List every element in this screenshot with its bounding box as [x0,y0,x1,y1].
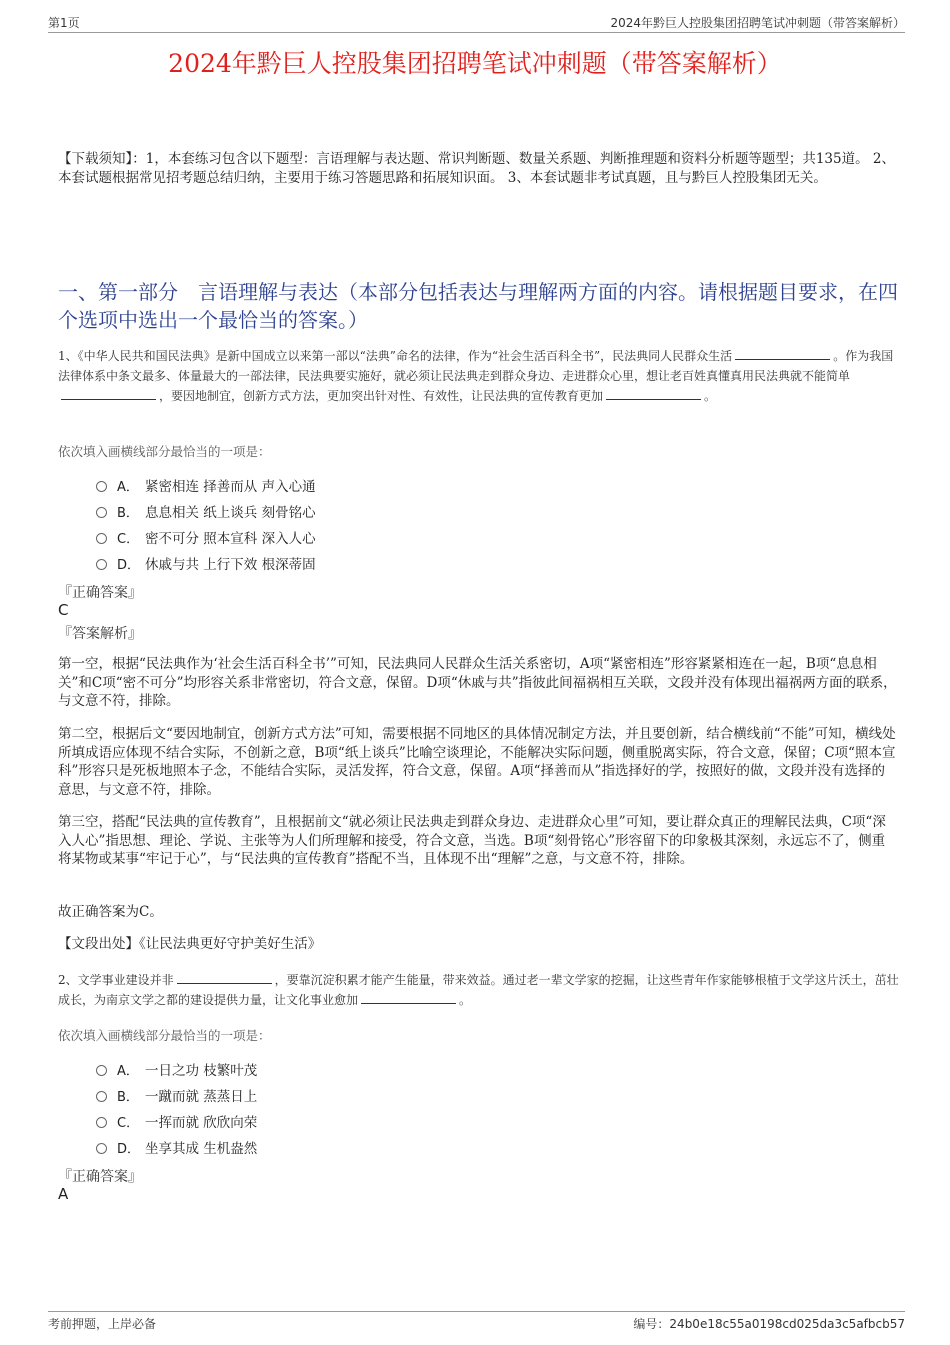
question-1-option-c[interactable]: C． 密不可分 照本宣科 深入人心 [96,524,316,550]
header-page-number: 第1页 [48,16,80,30]
question-2-prompt: 依次填入画横线部分最恰当的一项是： [58,1028,271,1043]
option-text: 休戚与共 上行下效 根深蒂固 [145,557,316,573]
radio-icon[interactable] [96,559,107,570]
radio-icon[interactable] [96,1143,107,1154]
question-2-option-a[interactable]: A． 一日之功 枝繁叶茂 [96,1056,257,1082]
fill-blank [361,991,456,1004]
footer-slogan: 考前押题，上岸必备 [48,1317,157,1331]
option-text: 一挥而就 欣欣向荣 [145,1115,258,1131]
analysis-paragraph-1: 第一空，根据“民法典作为‘社会生活百科全书’”可知，民法典同人民群众生活关系密切，A项“紧密相连”形容紧紧相连在一起，B项“息息相关”和C项“密不可分”均形容关系非常密切，符合文意，保留。D项“休戚与共”指彼此间福祸相互关联，文段并没有体现出福祸两方面的联系，与文意不符，排除。 [58,656,897,709]
question-1-option-d[interactable]: D． 休戚与共 上行下效 根深蒂固 [96,550,316,576]
radio-icon[interactable] [96,1117,107,1128]
question-1-option-a[interactable]: A． 紧密相连 择善而从 声入心通 [96,472,316,498]
fill-blank [61,387,156,400]
header-divider [48,32,905,33]
question-2-option-c[interactable]: C． 一挥而就 欣欣向荣 [96,1108,257,1134]
radio-icon[interactable] [96,1065,107,1076]
footer-doc-id: 编号：24b0e18c55a0198cd025da3c5afbcb57 [633,1317,905,1331]
question-1-options [96,472,316,576]
question-2-text: 2、文学事业建设并非 ，要靠沉淀积累才能产生能量，带来效益。通过老一辈文学家的挖掘，让这些青年作家能够根植于文学这片沃土，茁壮成长，为南京文学之都的建设提供力量，让文化事业愈加 。 [58,973,899,1007]
correct-answer-value: C [58,601,69,619]
source-citation: 【文段出处】《让民法典更好守护美好生活》 [58,936,322,952]
page-title: 2024年黔巨人控股集团招聘笔试冲刺题（带答案解析） [168,49,782,78]
fill-blank [177,971,272,984]
analysis-conclusion: 故正确答案为C。 [58,904,163,920]
option-text: 一日之功 枝繁叶茂 [145,1063,258,1079]
analysis-label: 『答案解析』 [58,626,142,642]
fill-blank [606,387,701,400]
option-text: 一蹴而就 蒸蒸日上 [145,1089,258,1105]
download-notice: 【下载须知】：1，本套练习包含以下题型：言语理解与表达题、常识判断题、数量关系题、判断推理题和资料分析题等题型；共135道。 2、本套试题根据常见招考题总结归纳，主要用于练习答题思路和拓展知识面。 3、本套试题非考试真题，且与黔巨人控股集团无关。 [58,151,895,186]
question-1-text: 1、《中华人民共和国民法典》是新中国成立以来第一部以“法典”命名的法律，作为“社会生活百科全书”，民法典同人民群众生活 。作为我国法律体系中条文最多、体量最大的一部法律，民法典要实施好，就必须让民法典走到群众身边、走进群众心里，想让老百姓真懂真用民法典就不能简单，要因地制宜，创新方式方法，更加突出针对性、有效性，让民法典的宣传教育更加 。 [58,349,894,403]
question-1-option-b[interactable]: B． 息息相关 纸上谈兵 刻骨铭心 [96,498,316,524]
fill-blank [735,347,830,360]
option-text: 密不可分 照本宣科 深入人心 [145,531,316,547]
option-text: 紧密相连 择善而从 声入心通 [145,479,316,495]
question-2-option-b[interactable]: B． 一蹴而就 蒸蒸日上 [96,1082,257,1108]
correct-answer-label: 『正确答案』 [58,1169,142,1185]
correct-answer-label: 『正确答案』 [58,585,142,601]
footer-divider [48,1311,905,1312]
question-2-options [96,1056,257,1160]
option-text: 息息相关 纸上谈兵 刻骨铭心 [145,505,316,521]
analysis-paragraph-2: 第二空，根据后文“要因地制宜，创新方式方法”可知，需要根据不同地区的具体情况制定方法，并且要创新，结合横线前“不能”可知，横线处所填成语应体现不结合实际，不创新之意，B项“纸上谈兵”比喻空谈理论，不能解决实际问题，侧重脱离实际，符合文意，保留；C项“照本宣科”形容只是死板地照本子念，不能结合实际，灵活发挥，符合文意，保留。A项“择善而从”指选择好的学，按照好的做，文段并没有选择的意思，与文意不符，排除。 [58,726,896,798]
radio-icon[interactable] [96,533,107,544]
header-doc-title: 2024年黔巨人控股集团招聘笔试冲刺题（带答案解析） [610,16,905,30]
radio-icon[interactable] [96,481,107,492]
analysis-paragraph-3: 第三空，搭配“民法典的宣传教育”，且根据前文“就必须让民法典走到群众身边、走进群众心里”可知，要让群众真正的理解民法典，C项“深入人心”指思想、理论、学说、主张等为人们所理解和接受，符合文意，当选。B项“刻骨铭心”形容留下的印象极其深刻，永远忘不了，侧重将某物或某事“牢记于心”，与“民法典的宣传教育”搭配不当，且体现不出“理解”之意，与文意不符，排除。 [58,814,886,867]
question-2-option-d[interactable]: D． 坐享其成 生机盎然 [96,1134,257,1160]
radio-icon[interactable] [96,507,107,518]
option-text: 坐享其成 生机盎然 [145,1141,258,1157]
section-heading: 一、第一部分 言语理解与表达（本部分包括表达与理解两方面的内容。请根据题目要求，在四个选项中选出一个最恰当的答案。） [58,280,898,332]
radio-icon[interactable] [96,1091,107,1102]
correct-answer-value: A [58,1185,69,1203]
question-1-prompt: 依次填入画横线部分最恰当的一项是： [58,444,271,459]
